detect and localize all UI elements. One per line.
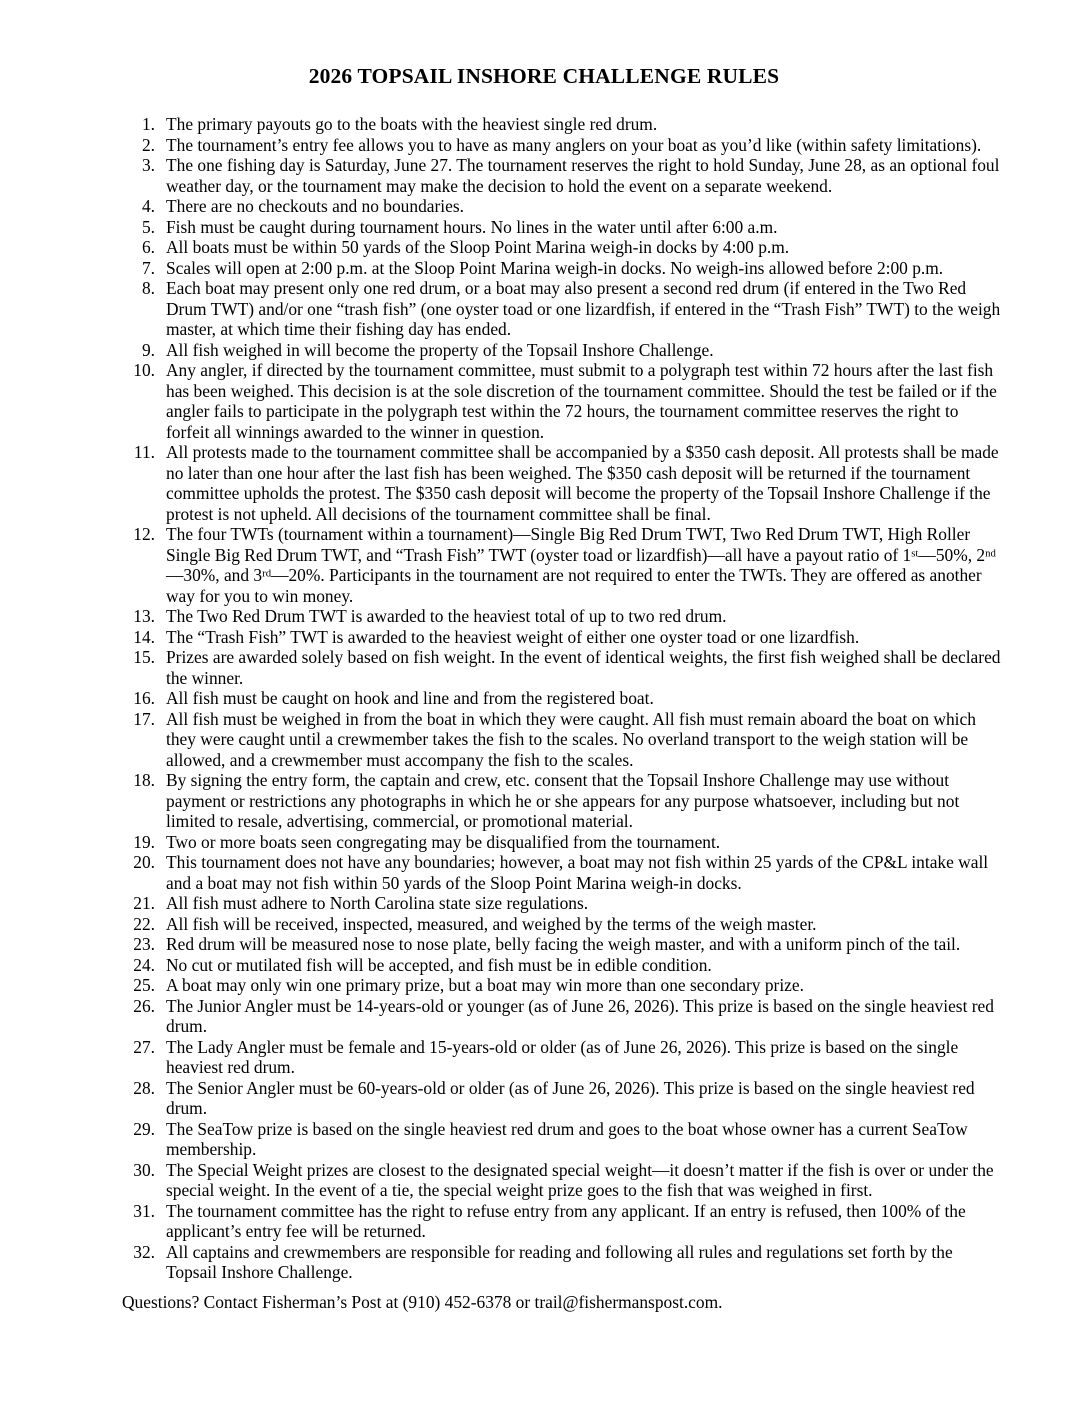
rule-text: This tournament does not have any boundaries; however, a boat may not fish within 25 yards of the CP&L intake wall and a boat may not fish within 50 yards of the Sloop Point Marina weigh-in docks.	[166, 852, 989, 893]
rule-number: 6.	[141, 237, 155, 257]
rule-text: The Two Red Drum TWT is awarded to the heaviest total of up to two red drum.	[166, 606, 727, 626]
rule-item	[122, 1078, 1006, 1119]
page-title: 2026 TOPSAIL INSHORE CHALLENGE RULES	[308, 64, 780, 88]
rule-item	[122, 258, 1006, 279]
rule-text: All fish must be caught on hook and line and from the registered boat.	[166, 688, 654, 708]
rule-text: Each boat may present only one red drum, or a boat may also present a second red drum (if entered in the Two Red Drum TWT) and/or one “trash fish” (one oyster toad or one lizardfish, if entered in the “Trash Fish” TWT) to the weigh master, at which time their fishing day has ended.	[166, 278, 1001, 339]
rule-text: All captains and crewmembers are responsible for reading and following all rules and regulations set forth by the Topsail Inshore Challenge.	[166, 1241, 953, 1282]
rule-text: By signing the entry form, the captain and crew, etc. consent that the Topsail Inshore Challenge may use without payment or restrictions any photographs in which he or she appears for any purpose whatsoever, including but not limited to resale, advertising, commercial, or promotional material.	[166, 770, 960, 831]
rule-text: Prizes are awarded solely based on fish weight. In the event of identical weights, the first fish weighed shall be declared the winner.	[166, 647, 1001, 688]
rule-item	[122, 1201, 1006, 1242]
rule-number: 18.	[133, 770, 155, 790]
rule-item	[122, 647, 1006, 688]
rule-item	[122, 627, 1006, 648]
rule-number: 8.	[141, 278, 155, 298]
rule-text: The tournament’s entry fee allows you to have as many anglers on your boat as you’d like (within safety limitations).	[166, 134, 982, 155]
rule-item	[122, 914, 1006, 935]
rule-number: 31.	[133, 1200, 155, 1221]
rule-number: 21.	[133, 893, 155, 913]
rule-number: 23.	[133, 934, 155, 954]
rule-number: 27.	[133, 1036, 155, 1057]
rule-number: 17.	[133, 708, 155, 729]
rule-item	[122, 709, 1006, 771]
rule-item	[122, 1119, 1006, 1160]
rule-text: Two or more boats seen congregating may be disqualified from the tournament.	[166, 831, 721, 852]
rule-number: 26.	[133, 995, 155, 1016]
rule-item	[122, 237, 1006, 258]
rule-text: The SeaTow prize is based on the single heaviest red drum and goes to the boat whose owner has a current SeaTow membership.	[166, 1118, 968, 1159]
rule-item	[122, 1160, 1006, 1201]
rule-item	[122, 688, 1006, 709]
rule-item	[122, 114, 1006, 135]
rule-text: All fish must adhere to North Carolina state size regulations.	[166, 893, 589, 913]
rule-number: 22.	[133, 913, 155, 934]
rule-number: 9.	[141, 339, 155, 360]
rule-number: 5.	[141, 216, 155, 237]
rule-text: Scales will open at 2:00 p.m. at the Sloop Point Marina weigh-in docks. No weigh-ins allowed before 2:00 p.m.	[166, 257, 944, 278]
rule-number: 15.	[133, 647, 155, 667]
rules-list	[122, 114, 1006, 1283]
rule-item	[122, 955, 1006, 976]
rule-item	[122, 442, 1006, 524]
rule-number: 3.	[141, 155, 155, 175]
rule-number: 24.	[133, 954, 155, 975]
rule-text: The Senior Angler must be 60-years-old or older (as of June 26, 2026). This prize is based on the single heaviest red drum.	[166, 1077, 975, 1118]
rule-text: Fish must be caught during tournament hours. No lines in the water until after 6:00 a.m.	[166, 216, 778, 237]
rule-number: 29.	[133, 1118, 155, 1139]
rule-number: 13.	[133, 606, 155, 626]
rule-text: The Special Weight prizes are closest to the designated special weight—it doesn’t matter if the fish is over or under the special weight. In the event of a tie, the special weight prize goes to the fish that was weighed in first.	[166, 1159, 994, 1200]
rule-item	[122, 934, 1006, 955]
rule-number: 12.	[133, 524, 155, 544]
rule-number: 19.	[133, 831, 155, 852]
rule-item	[122, 217, 1006, 238]
rule-item	[122, 135, 1006, 156]
rule-item	[122, 360, 1006, 442]
rule-text: The “Trash Fish” TWT is awarded to the heaviest weight of either one oyster toad or one lizardfish.	[166, 626, 860, 647]
rule-item	[122, 770, 1006, 832]
rule-text: The tournament committee has the right to refuse entry from any applicant. If an entry is refused, then 100% of the applicant’s entry fee will be returned.	[166, 1200, 966, 1241]
rule-number: 14.	[133, 626, 155, 647]
rule-number: 2.	[141, 134, 155, 155]
rule-text: A boat may only win one primary prize, but a boat may win more than one secondary prize.	[166, 975, 804, 995]
rule-number: 20.	[133, 852, 155, 872]
rule-text: The primary payouts go to the boats with the heaviest single red drum.	[166, 114, 658, 134]
rule-number: 1.	[141, 114, 155, 134]
rule-item	[122, 606, 1006, 627]
rule-text: The four TWTs (tournament within a tournament)—Single Big Red Drum TWT, Two Red Drum TWT, High Roller Single Big Red Drum TWT, and “Trash Fish” TWT (oyster toad or lizardfish)—all have a payout ratio of 1st—50%, 2nd—30%, and 3rd—20%. Participants in the tournament are not required to enter the TWTs. They are offered as another way for you to win money.	[166, 524, 996, 606]
rule-text: Any angler, if directed by the tournament committee, must submit to a polygraph test within 72 hours after the last fish has been weighed. This decision is at the sole discretion of the tournament committee. Should the test be failed or if the angler fails to participate in the polygraph test within the 72 hours, the tournament committee reserves the right to forfeit all winnings awarded to the winner in question.	[166, 360, 997, 442]
rule-text: All protests made to the tournament committee shall be accompanied by a $350 cash deposit. All protests shall be made no later than one hour after the last fish has been weighed. The $350 cash deposit will be returned if the tournament committee upholds the protest. The $350 cash deposit will become the property of the Topsail Inshore Challenge if the protest is not upheld. All decisions of the tournament committee shall be final.	[166, 442, 999, 524]
rule-text: All fish will be received, inspected, measured, and weighed by the terms of the weigh master.	[166, 913, 817, 934]
rule-text: All fish must be weighed in from the boat in which they were caught. All fish must remain aboard the boat on which they were caught until a crewmember takes the fish to the scales. No overland transport to the weigh station will be allowed, and a crewmember must accompany the fish to the scales.	[166, 708, 976, 770]
rule-text: The Lady Angler must be female and 15-years-old or older (as of June 26, 2026). This prize is based on the single heaviest red drum.	[166, 1036, 959, 1077]
rule-number: 25.	[133, 975, 155, 995]
rule-number: 10.	[133, 360, 155, 380]
rule-item	[122, 524, 1006, 606]
rule-item	[122, 196, 1006, 217]
rule-number: 11.	[133, 442, 155, 462]
rule-text: There are no checkouts and no boundaries.	[166, 196, 464, 216]
rule-item	[122, 278, 1006, 340]
rule-text: Red drum will be measured nose to nose plate, belly facing the weigh master, and with a uniform pinch of the tail.	[166, 934, 961, 954]
rule-item	[122, 1037, 1006, 1078]
rule-number: 28.	[133, 1077, 155, 1098]
rule-text: The one fishing day is Saturday, June 27. The tournament reserves the right to hold Sunday, June 28, as an optional foul weather day, or the tournament may make the decision to hold the event on a separate weekend.	[166, 155, 1000, 196]
rule-number: 16.	[133, 688, 155, 708]
rule-text: No cut or mutilated fish will be accepted, and fish must be in edible condition.	[166, 954, 712, 975]
rule-item	[122, 155, 1006, 196]
rule-item	[122, 832, 1006, 853]
rule-number: 7.	[141, 257, 155, 278]
rule-number: 4.	[141, 196, 155, 216]
rule-item	[122, 852, 1006, 893]
rule-text: All fish weighed in will become the property of the Topsail Inshore Challenge.	[166, 339, 714, 360]
rule-item	[122, 893, 1006, 914]
rule-item	[122, 996, 1006, 1037]
rule-number: 30.	[133, 1159, 155, 1180]
rule-item	[122, 1242, 1006, 1283]
rule-item	[122, 975, 1006, 996]
rule-text: All boats must be within 50 yards of the Sloop Point Marina weigh-in docks by 4:00 p.m.	[166, 237, 790, 257]
rule-text: The Junior Angler must be 14-years-old or younger (as of June 26, 2026). This prize is based on the single heaviest red drum.	[166, 995, 994, 1036]
rule-number: 32.	[133, 1241, 155, 1262]
contact-line: Questions? Contact Fisherman’s Post at (910) 452-6378 or trail@fishermanspost.com.	[122, 1292, 723, 1312]
rule-item	[122, 340, 1006, 361]
